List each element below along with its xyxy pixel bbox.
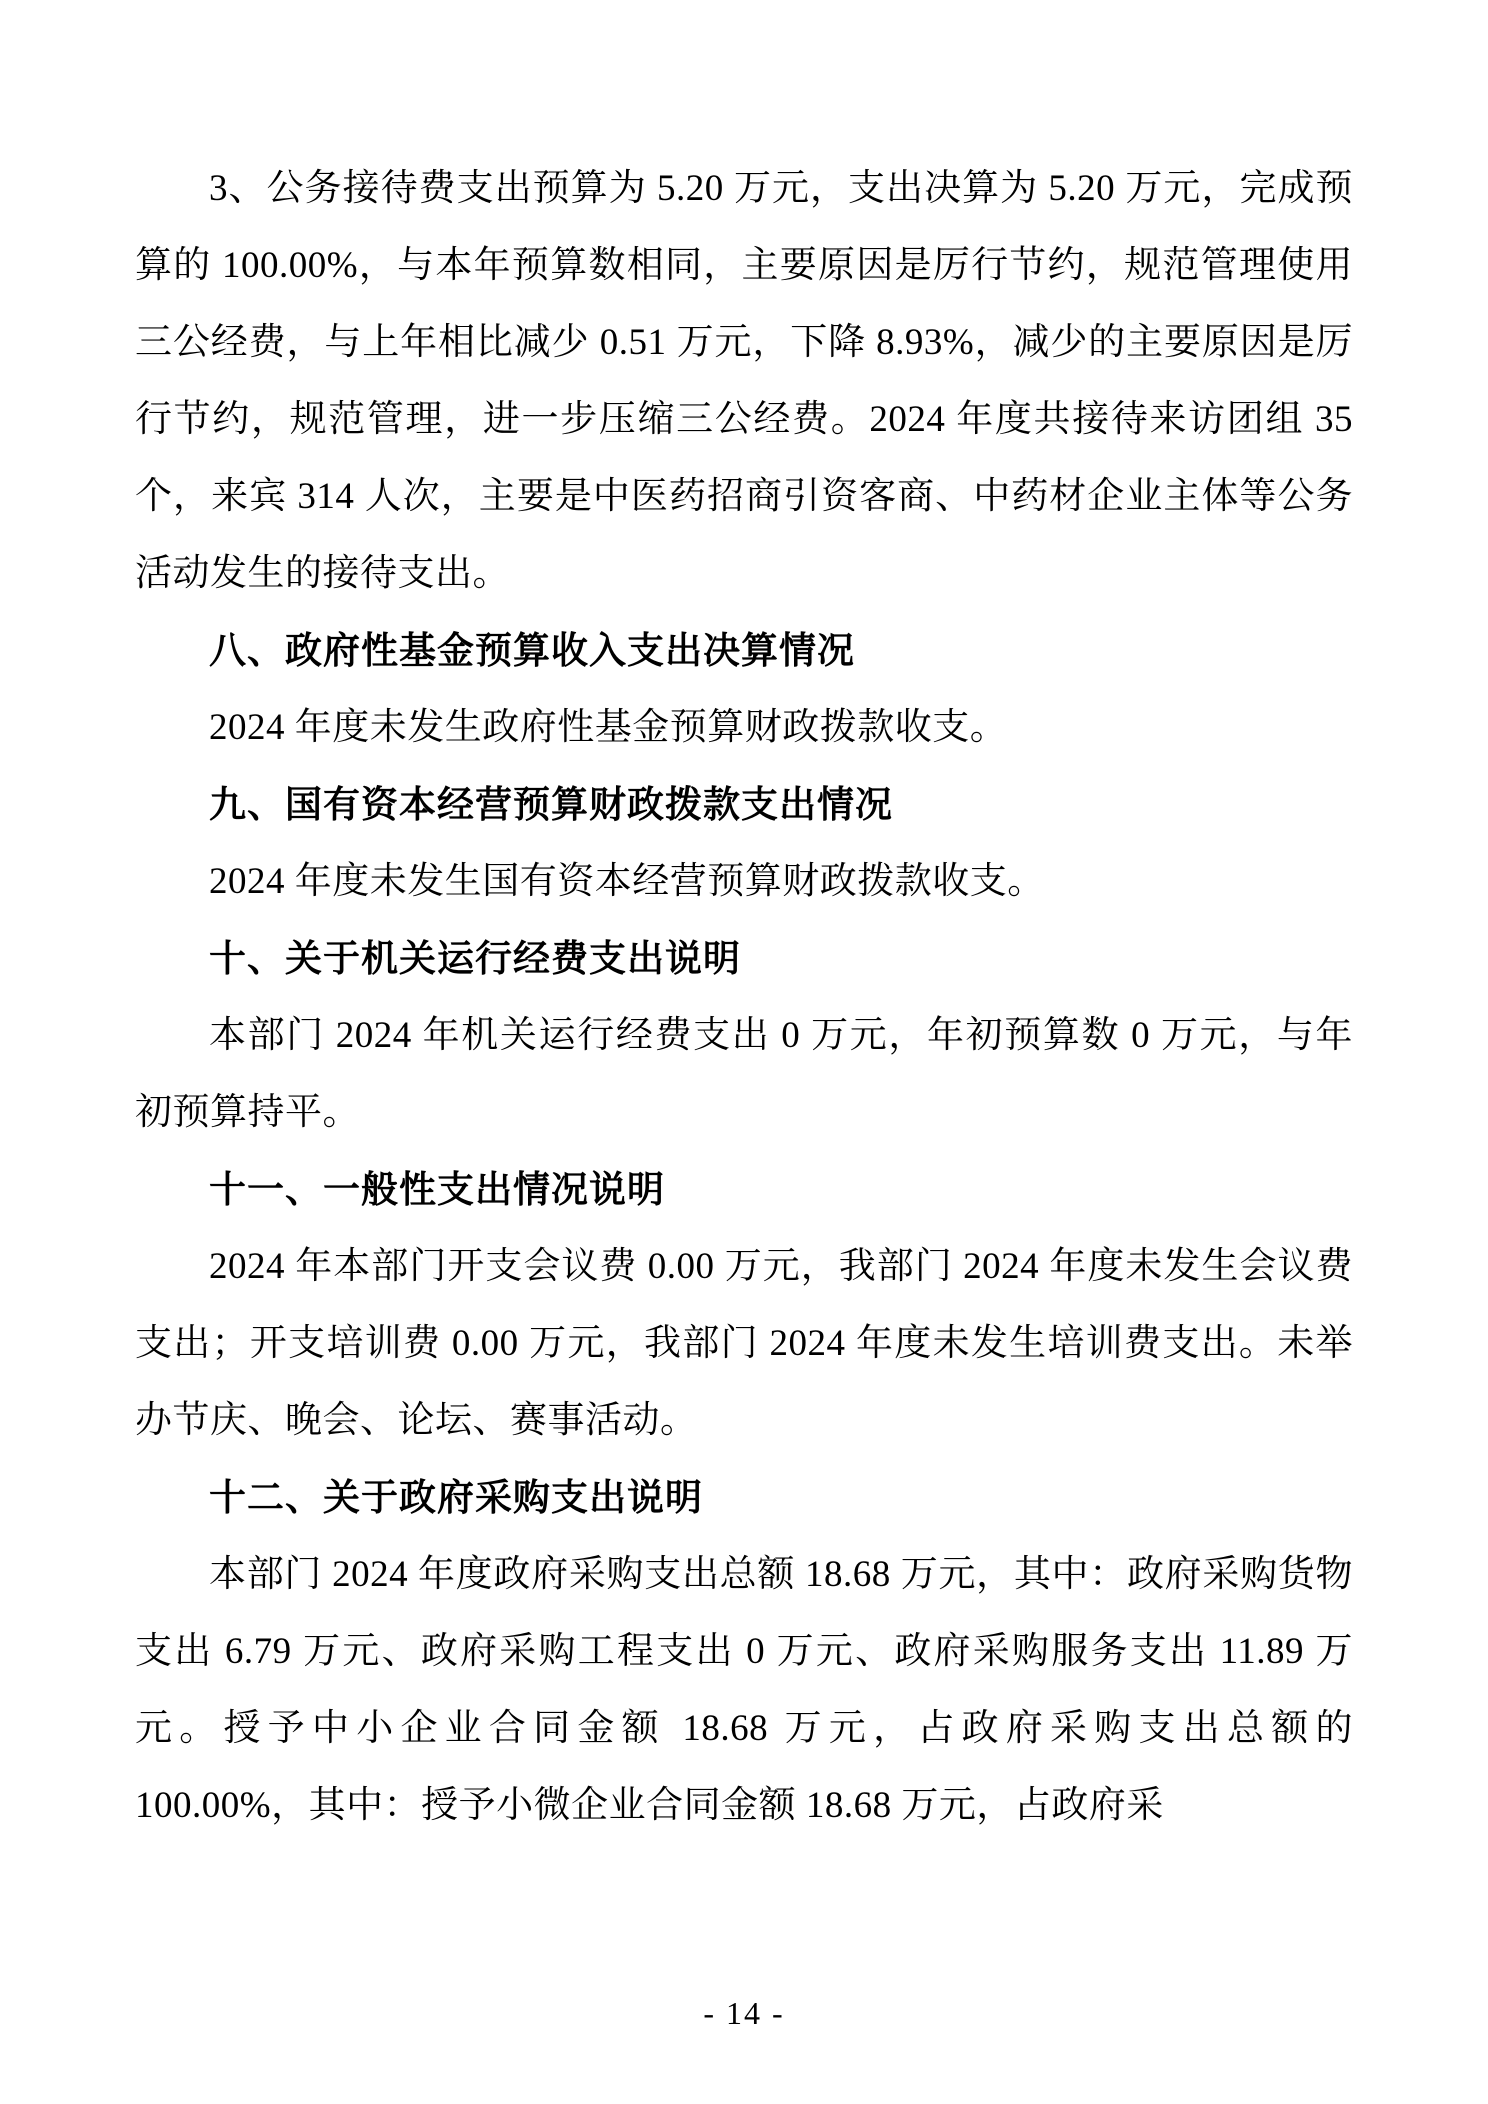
- section-heading-10: 十、关于机关运行经费支出说明: [209, 936, 741, 980]
- paragraph-government-procurement: 本部门 2024 年度政府采购支出总额 18.68 万元，其中：政府采购货物支出 6.79 万元、政府采购工程支出 0 万元、政府采购服务支出 11.89 万元。授予中小企业合同金额 18.68 万元，占政府采购支出总额的 100.00%，其中：授予小微企业合同金额 18.68 万元，占政府采: [135, 1554, 1353, 1826]
- section-heading-12: 十二、关于政府采购支出说明: [209, 1475, 703, 1519]
- paragraph-state-capital-budget: 2024 年度未发生国有资本经营预算财政拨款收支。: [209, 861, 1045, 902]
- paragraph-government-fund-budget: 2024 年度未发生政府性基金预算财政拨款收支。: [209, 707, 1008, 748]
- section-heading-9: 九、国有资本经营预算财政拨款支出情况: [209, 782, 893, 826]
- page-number: - 14 -: [703, 1995, 785, 2031]
- document-body: [135, 150, 1353, 1844]
- paragraph-hospitality-expense: 3、公务接待费支出预算为 5.20 万元，支出决算为 5.20 万元，完成预算的 100.00%，与本年预算数相同，主要原因是厉行节约，规范管理使用三公经费，与上年相比减少 0.51 万元，下降 8.93%，减少的主要原因是厉行节约，规范管理，进一步压缩三公经费。2024 年度共接待来访团组 35 个，来宾 314 人次，主要是中医药招商引资客商、中药材企业主体等公务活动发生的接待支出。: [135, 168, 1353, 594]
- section-heading-11: 十一、一般性支出情况说明: [209, 1167, 665, 1211]
- paragraph-general-expense: 2024 年本部门开支会议费 0.00 万元，我部门 2024 年度未发生会议费支出；开支培训费 0.00 万元，我部门 2024 年度未发生培训费支出。未举办节庆、晚会、论坛、赛事活动。: [135, 1246, 1353, 1441]
- section-heading-8: 八、政府性基金预算收入支出决算情况: [209, 628, 855, 672]
- paragraph-operating-expense: 本部门 2024 年机关运行经费支出 0 万元，年初预算数 0 万元，与年初预算持平。: [135, 1015, 1353, 1133]
